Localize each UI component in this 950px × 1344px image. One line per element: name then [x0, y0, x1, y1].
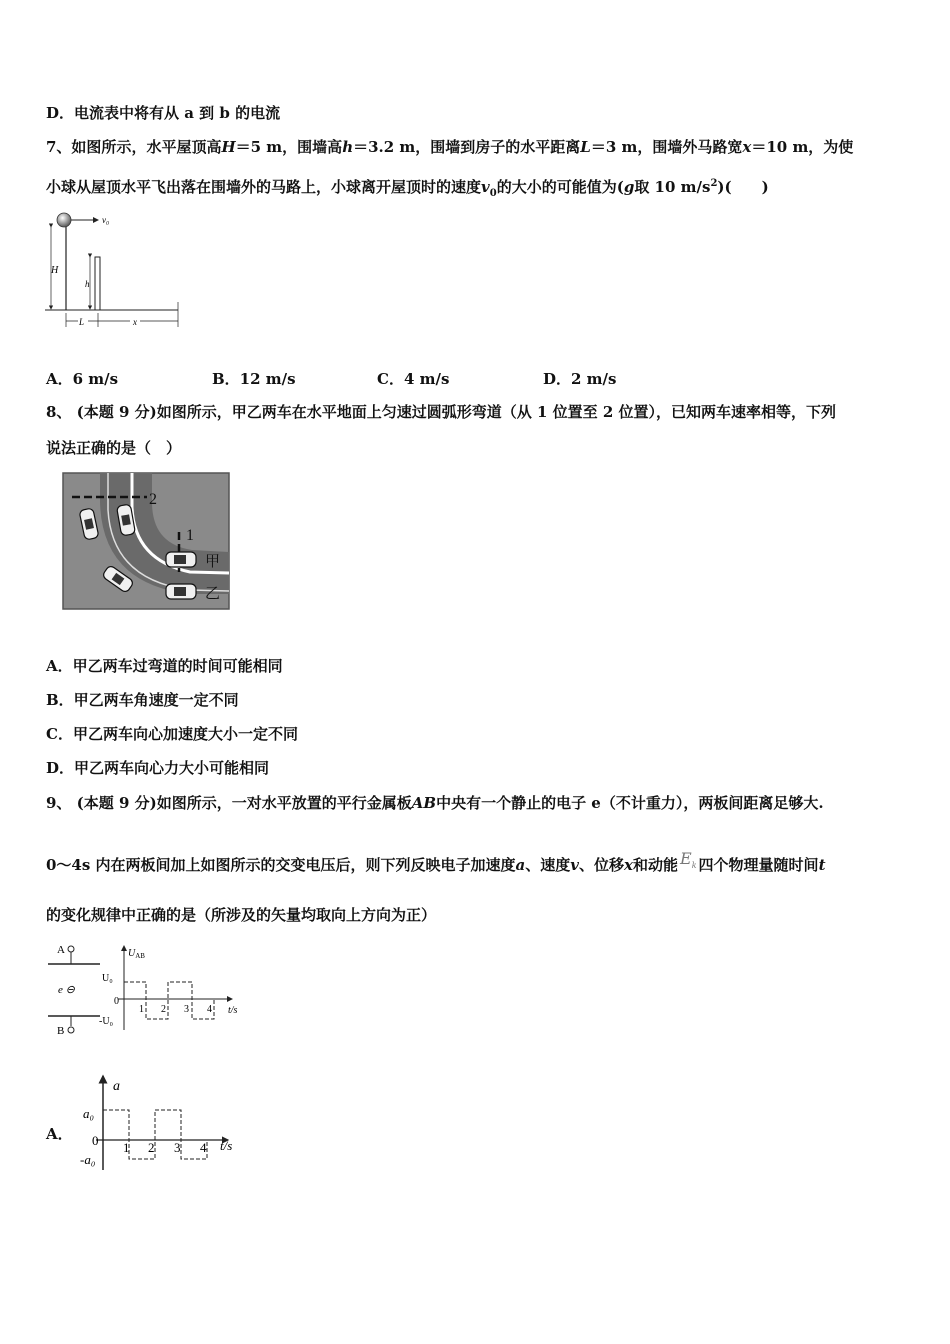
q9-line-2: 0～4s 内在两板间加上如图所示的交变电压后，则下列反映电子加速度a、速度v、位移x和动能 $E_k$ 四个物理量随时间t — [46, 849, 826, 874]
car-jia-pos1 — [166, 552, 196, 567]
electron: e ⊖ — [58, 984, 75, 996]
q9-line-3: 的变化规律中正确的是（所涉及的矢量均取向上方向为正） — [46, 906, 437, 924]
v0-label: v₀ — [102, 215, 110, 225]
origin-label: 0 — [114, 996, 119, 1007]
ball — [57, 213, 71, 227]
a0-label: a₀ — [83, 1106, 95, 1121]
q6-option-d: D．电流表中将有从 a 到 b 的电流 — [46, 104, 281, 122]
q8-line-1: 8、 (本题 9 分)如图所示，甲乙两车在水平地面上匀速过圆弧形弯道（从 1 位置至 2 位置），已知两车速率相等，下列 — [46, 403, 837, 421]
q7-option-d[interactable]: D．2 m/s — [543, 370, 617, 388]
wall — [95, 257, 100, 310]
q7-option-c[interactable]: C．4 m/s — [377, 370, 450, 388]
neg-u0-label: -U₀ — [99, 1016, 114, 1027]
label-2: 2 — [149, 491, 157, 508]
q8-option-a[interactable]: A．甲乙两车过弯道的时间可能相同 — [46, 657, 283, 675]
q8-line-2: 说法正确的是（ ） — [46, 439, 182, 457]
u0-label: U₀ — [102, 973, 113, 984]
a-axis-label: a — [113, 1079, 120, 1094]
t-axis-label: t/s — [228, 1005, 238, 1016]
label-1: 1 — [186, 527, 194, 544]
car-yi-pos1 — [166, 584, 196, 599]
neg-a0-label: -a₀ — [80, 1152, 96, 1167]
L-label: L — [79, 317, 85, 327]
voltage-wave — [124, 982, 214, 1019]
q9-line-1: 9、 (本题 9 分)如图所示，一对水平放置的平行金属板AB中央有一个静止的电子 e（不计重力），两板间距离足够大. — [46, 794, 824, 812]
plate-a-label: A — [57, 944, 65, 956]
x-label: x — [133, 317, 137, 327]
q8-option-b[interactable]: B．甲乙两车角速度一定不同 — [46, 691, 239, 709]
origin-label: 0 — [92, 1133, 99, 1148]
label-jia: 甲 — [205, 554, 221, 570]
q9-graph-a — [78, 1070, 243, 1176]
q8-figure — [62, 472, 230, 610]
q9-figure — [42, 938, 247, 1042]
q8-option-c[interactable]: C．甲乙两车向心加速度大小一定不同 — [46, 725, 298, 743]
q7-figure — [40, 205, 185, 335]
tick-2: 2 — [148, 1140, 155, 1155]
tick-1: 1 — [123, 1140, 130, 1155]
q8-option-d[interactable]: D．甲乙两车向心力大小可能相同 — [46, 759, 270, 777]
tick-1: 1 — [139, 1004, 144, 1015]
tick-3: 3 — [174, 1140, 181, 1155]
tick-3: 3 — [184, 1004, 189, 1015]
q7-line-1: 7、如图所示，水平屋顶高H＝5 m，围墙高h＝3.2 m，围墙到房子的水平距离L＝3 m，围墙外马路宽x＝10 m，为使 — [46, 138, 854, 156]
q7-option-a[interactable]: A．6 m/s — [46, 370, 119, 388]
plate-b-label: B — [57, 1025, 65, 1037]
y-axis-label: $U_{AB}$ — [128, 948, 145, 960]
q7-line-2: 小球从屋顶水平飞出落在围墙外的马路上，小球离开屋顶时的速度$v_0$的大小的可能值为(g取 10 $m/s^2$)( ) — [46, 178, 769, 199]
label-yi: 乙 — [205, 586, 221, 602]
q7-option-b[interactable]: B．12 m/s — [212, 370, 296, 388]
t-axis-label: t/s — [220, 1138, 233, 1153]
h-label: h — [85, 279, 90, 289]
H-label: H — [51, 265, 59, 276]
tick-4: 4 — [207, 1004, 212, 1015]
tick-2: 2 — [161, 1004, 166, 1015]
tick-4: 4 — [200, 1140, 207, 1155]
acceleration-wave — [103, 1110, 207, 1159]
q9-option-a[interactable]: A． — [46, 1125, 73, 1143]
